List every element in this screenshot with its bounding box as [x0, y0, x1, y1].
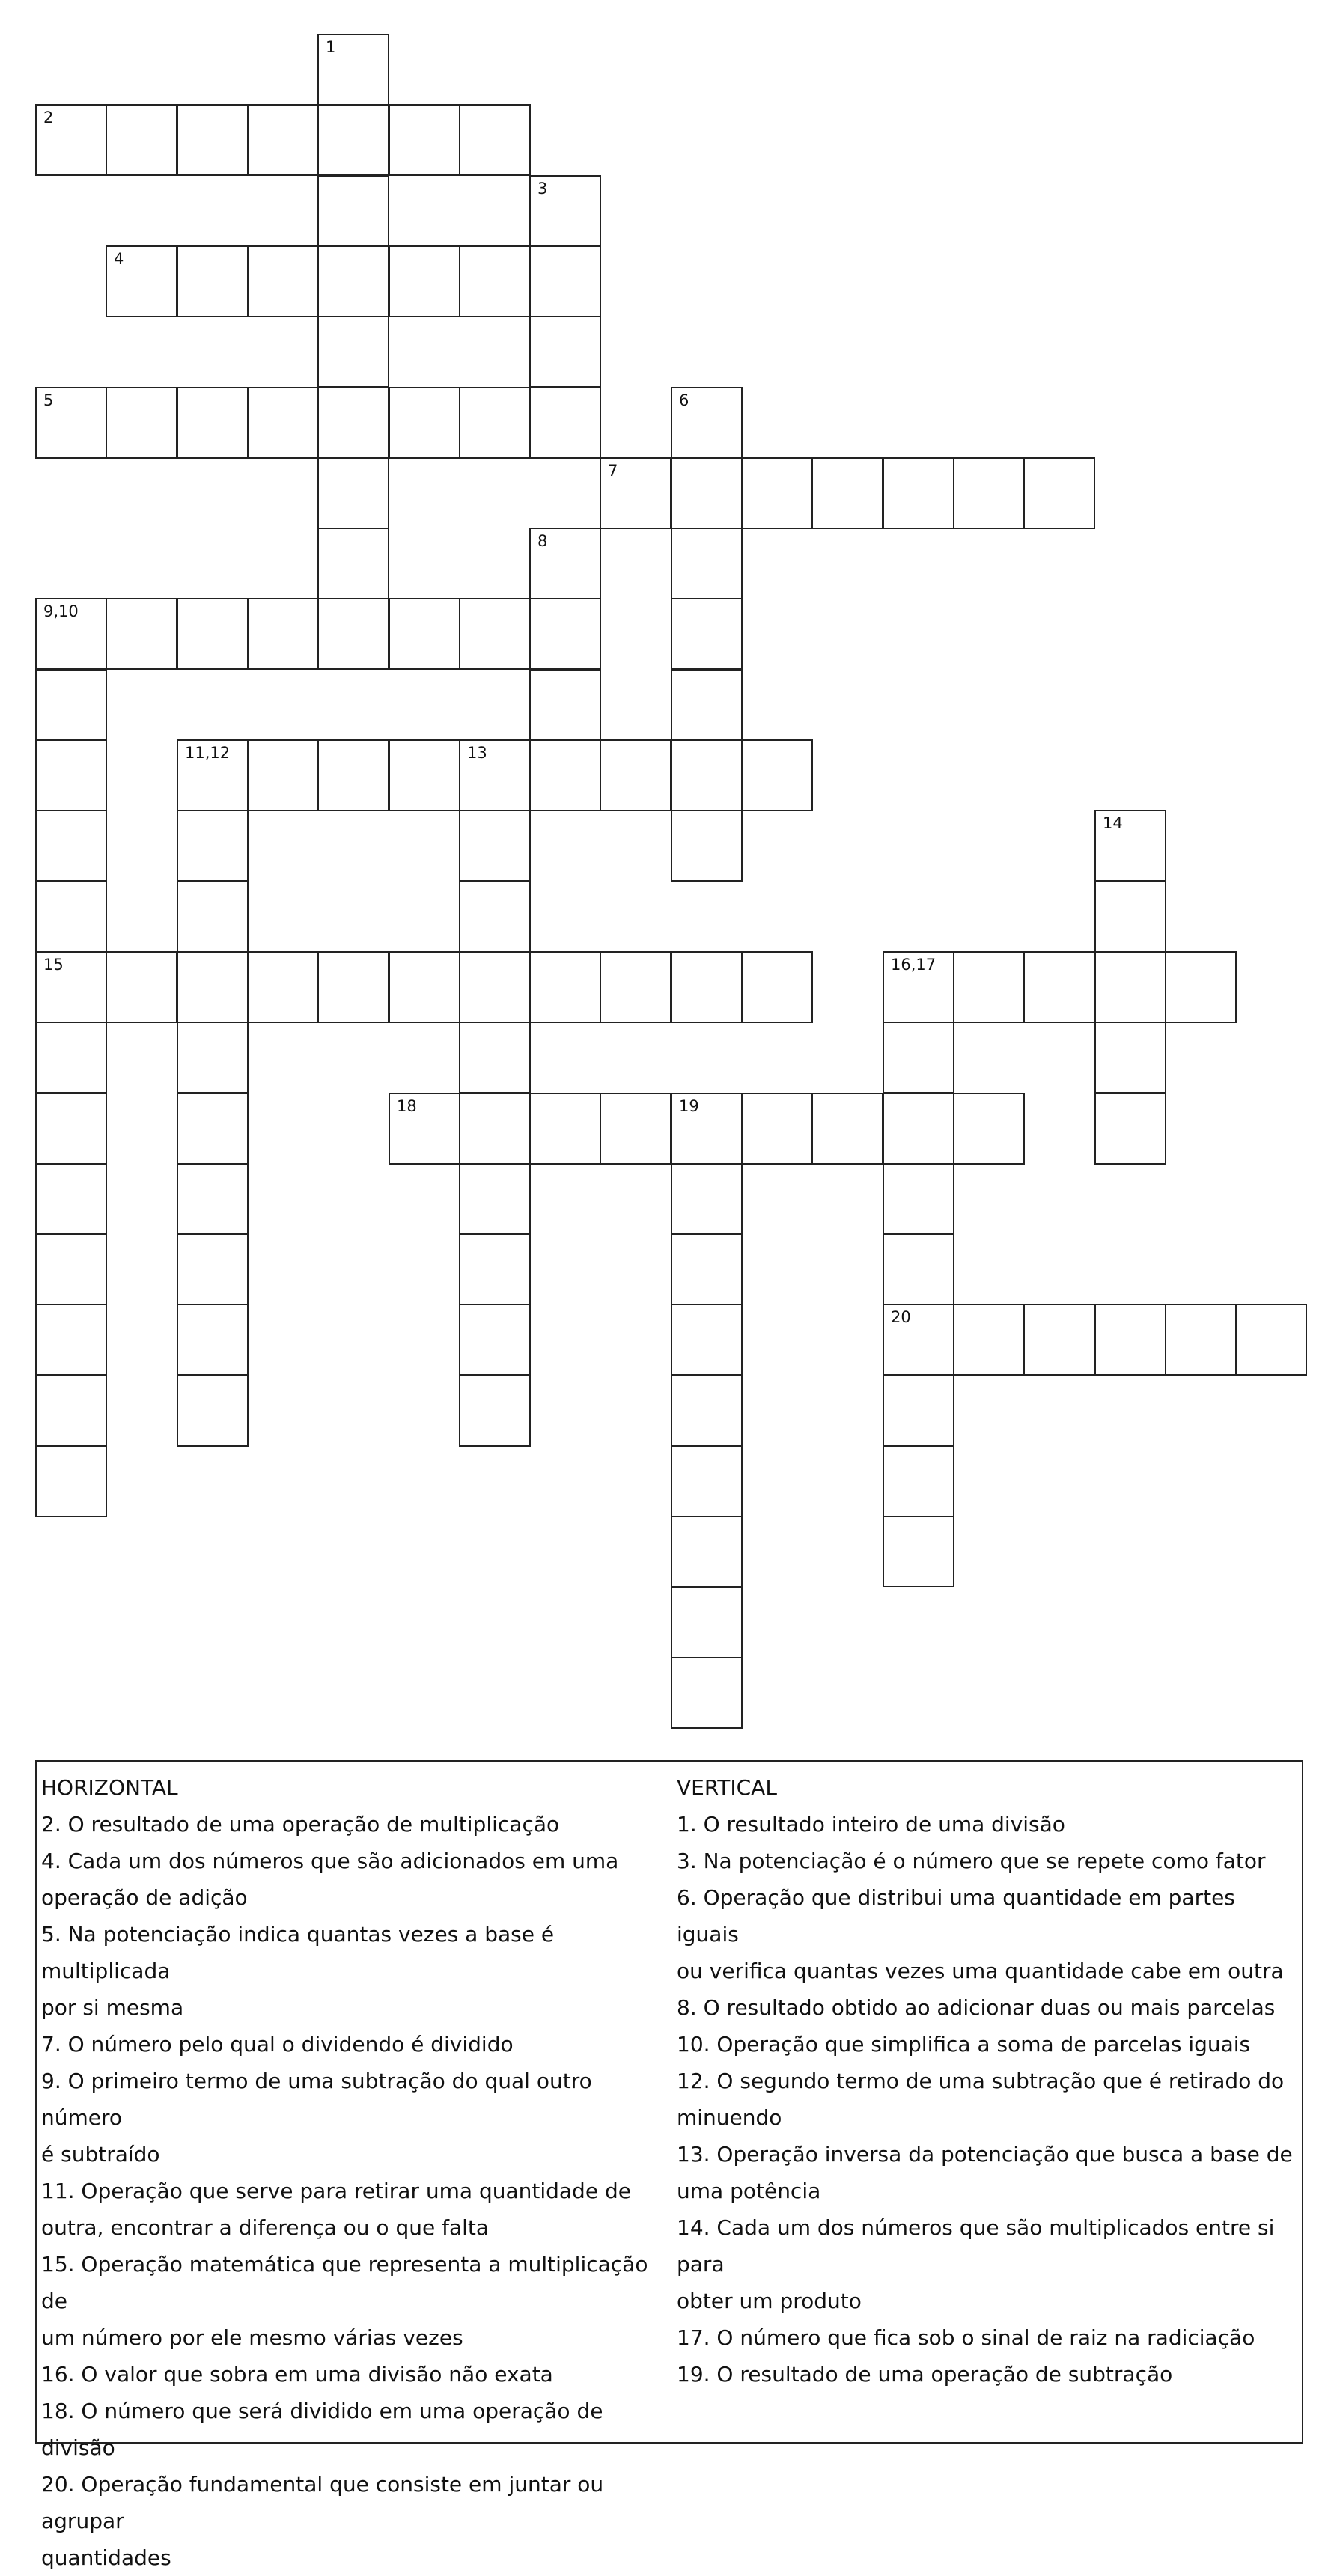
grid-cell[interactable]	[389, 739, 460, 811]
grid-cell[interactable]	[317, 598, 389, 670]
grid-cell[interactable]	[317, 739, 389, 811]
clue-number: 3	[537, 180, 548, 198]
clue-line: um número por ele mesmo várias vezes	[41, 2325, 463, 2350]
grid-cell[interactable]	[106, 387, 177, 459]
grid-cell[interactable]	[459, 1093, 531, 1165]
clue-line: minuendo	[677, 2105, 782, 2130]
grid-cell[interactable]	[317, 457, 389, 529]
grid-cell[interactable]	[35, 104, 107, 176]
grid-cell[interactable]	[35, 1163, 107, 1235]
grid-cell[interactable]	[1165, 1304, 1237, 1376]
grid-cell[interactable]	[35, 1093, 107, 1165]
grid-cell[interactable]	[883, 1093, 954, 1165]
clue-number: 11,12	[185, 744, 231, 762]
grid-cell[interactable]	[600, 457, 671, 529]
grid-cell[interactable]	[317, 387, 389, 459]
grid-cell[interactable]	[177, 881, 249, 953]
grid-cell[interactable]	[671, 1163, 743, 1235]
clue-line: por si mesma	[41, 1995, 184, 2020]
grid-cell[interactable]	[741, 457, 813, 529]
clues-panel	[35, 1760, 1303, 2570]
grid-cell[interactable]	[529, 669, 601, 741]
clue-number: 4	[114, 250, 124, 268]
grid-cell[interactable]	[35, 1375, 107, 1447]
grid-cell[interactable]	[106, 951, 177, 1023]
grid-cell[interactable]	[389, 951, 460, 1023]
grid-cell[interactable]	[106, 598, 177, 670]
grid-cell[interactable]	[459, 245, 531, 317]
clue-number: 14	[1103, 814, 1123, 832]
grid-cell[interactable]	[459, 598, 531, 670]
grid-cell[interactable]	[671, 739, 743, 811]
grid-cell[interactable]	[1094, 1304, 1166, 1376]
grid-cell[interactable]	[671, 1657, 743, 1729]
clue-line: 16. O valor que sobra em uma divisão não exata	[41, 2362, 553, 2387]
grid-cell[interactable]	[35, 951, 107, 1023]
grid-cell[interactable]	[459, 1233, 531, 1305]
grid-cell[interactable]	[883, 1304, 954, 1376]
grid-cell[interactable]	[529, 739, 601, 811]
clue-line: 13. Operação inversa da potenciação que busca a base de	[677, 2142, 1293, 2167]
clue-line: 1. O resultado inteiro de uma divisão	[677, 1812, 1065, 1837]
grid-cell[interactable]	[671, 1516, 743, 1587]
grid-cell[interactable]	[741, 951, 813, 1023]
grid-cell[interactable]	[177, 1093, 249, 1165]
grid-cell[interactable]	[317, 528, 389, 599]
grid-cell[interactable]	[177, 1022, 249, 1093]
grid-cell[interactable]	[883, 1022, 954, 1093]
grid-cell[interactable]	[459, 739, 531, 811]
grid-cell[interactable]	[529, 1093, 601, 1165]
grid-cell[interactable]	[389, 598, 460, 670]
grid-cell[interactable]	[883, 1233, 954, 1305]
grid-cell[interactable]	[600, 951, 671, 1023]
grid-cell[interactable]	[177, 739, 249, 811]
grid-cell[interactable]	[35, 669, 107, 741]
grid-cell[interactable]	[317, 316, 389, 388]
clue-line: 15. Operação matemática que representa a multiplicação de	[41, 2252, 648, 2313]
grid-cell[interactable]	[883, 1163, 954, 1235]
grid-cell[interactable]	[1235, 1304, 1307, 1376]
vertical-clues	[677, 1769, 1298, 2393]
grid-cell[interactable]	[671, 1445, 743, 1517]
grid-cell[interactable]	[459, 1375, 531, 1447]
clue-number: 15	[43, 956, 64, 974]
grid-cell[interactable]	[106, 245, 177, 317]
grid-cell[interactable]	[1094, 1093, 1166, 1165]
clue-line: uma potência	[677, 2179, 821, 2203]
clue-number: 2	[43, 109, 54, 126]
grid-cell[interactable]	[883, 457, 954, 529]
grid-cell[interactable]	[35, 387, 107, 459]
grid-cell[interactable]	[389, 245, 460, 317]
clue-line: obter um produto	[677, 2289, 862, 2313]
grid-cell[interactable]	[389, 387, 460, 459]
clue-line: outra, encontrar a diferença ou o que falta	[41, 2215, 490, 2240]
grid-cell[interactable]	[529, 598, 601, 670]
vertical-heading: VERTICAL	[677, 1775, 777, 1800]
grid-cell[interactable]	[177, 245, 249, 317]
clue-line: quantidades	[41, 2545, 171, 2570]
clue-number: 5	[43, 391, 54, 409]
grid-cell[interactable]	[177, 1304, 249, 1376]
grid-cell[interactable]	[317, 175, 389, 247]
grid-cell[interactable]	[671, 387, 743, 459]
grid-cell[interactable]	[247, 387, 319, 459]
grid-cell[interactable]	[883, 951, 954, 1023]
grid-cell[interactable]	[883, 1445, 954, 1517]
grid-cell[interactable]	[35, 1233, 107, 1305]
clue-line: 4. Cada um dos números que são adicionados em uma	[41, 1849, 619, 1873]
grid-cell[interactable]	[317, 34, 389, 106]
clue-line: 2. O resultado de uma operação de multiplicação	[41, 1812, 560, 1837]
clue-number: 19	[679, 1097, 699, 1115]
grid-cell[interactable]	[529, 528, 601, 599]
grid-cell[interactable]	[177, 387, 249, 459]
grid-cell[interactable]	[317, 245, 389, 317]
horizontal-clues	[41, 1769, 670, 2576]
grid-cell[interactable]	[883, 1516, 954, 1587]
grid-cell[interactable]	[811, 1093, 883, 1165]
grid-cell[interactable]	[953, 1093, 1025, 1165]
grid-cell[interactable]	[529, 316, 601, 388]
grid-cell[interactable]	[35, 881, 107, 953]
grid-cell[interactable]	[671, 1233, 743, 1305]
grid-cell[interactable]	[1023, 457, 1095, 529]
grid-cell[interactable]	[459, 104, 531, 176]
grid-cell[interactable]	[1165, 951, 1237, 1023]
clue-number: 9,10	[43, 602, 79, 620]
grid-cell[interactable]	[529, 175, 601, 247]
grid-cell[interactable]	[247, 245, 319, 317]
grid-cell[interactable]	[35, 1304, 107, 1376]
grid-cell[interactable]	[459, 387, 531, 459]
grid-cell[interactable]	[177, 1375, 249, 1447]
horizontal-heading: HORIZONTAL	[41, 1775, 178, 1800]
clue-number: 8	[537, 532, 548, 550]
grid-cell[interactable]	[35, 739, 107, 811]
grid-cell[interactable]	[35, 1445, 107, 1517]
grid-cell[interactable]	[35, 1022, 107, 1093]
grid-cell[interactable]	[35, 598, 107, 670]
grid-cell[interactable]	[741, 1093, 813, 1165]
clue-number: 13	[467, 744, 487, 762]
clue-line: 12. O segundo termo de uma subtração que é retirado do	[677, 2069, 1285, 2093]
grid-cell[interactable]	[177, 1233, 249, 1305]
grid-cell[interactable]	[1094, 810, 1166, 882]
grid-cell[interactable]	[953, 951, 1025, 1023]
grid-cell[interactable]	[247, 951, 319, 1023]
grid-cell[interactable]	[1094, 951, 1166, 1023]
grid-cell[interactable]	[459, 1304, 531, 1376]
clue-line: 7. O número pelo qual o dividendo é dividido	[41, 2032, 514, 2057]
grid-cell[interactable]	[671, 951, 743, 1023]
clue-line: 18. O número que será dividido em uma operação de divisão	[41, 2399, 603, 2460]
clue-number: 18	[397, 1097, 417, 1115]
grid-cell[interactable]	[177, 598, 249, 670]
grid-cell[interactable]	[1094, 881, 1166, 953]
clue-number: 20	[891, 1308, 911, 1326]
clue-line: ou verifica quantas vezes uma quantidade cabe em outra	[677, 1959, 1284, 1983]
grid-cell[interactable]	[1023, 951, 1095, 1023]
grid-cell[interactable]	[953, 1304, 1025, 1376]
clue-line: operação de adição	[41, 1885, 248, 1910]
grid-cell[interactable]	[671, 1375, 743, 1447]
grid-cell[interactable]	[671, 1304, 743, 1376]
clue-line: 19. O resultado de uma operação de subtração	[677, 2362, 1173, 2387]
grid-cell[interactable]	[459, 1022, 531, 1093]
clue-number: 6	[679, 391, 689, 409]
clue-number: 16,17	[891, 956, 936, 974]
grid-cell[interactable]	[529, 951, 601, 1023]
grid-cell[interactable]	[247, 739, 319, 811]
grid-cell[interactable]	[953, 457, 1025, 529]
clue-line: 3. Na potenciação é o número que se repete como fator	[677, 1849, 1266, 1873]
grid-cell[interactable]	[177, 951, 249, 1023]
grid-cell[interactable]	[389, 1093, 460, 1165]
grid-cell[interactable]	[317, 104, 389, 176]
grid-cell[interactable]	[671, 1587, 743, 1658]
grid-cell[interactable]	[600, 1093, 671, 1165]
grid-cell[interactable]	[671, 598, 743, 670]
grid-cell[interactable]	[671, 528, 743, 599]
grid-cell[interactable]	[177, 810, 249, 882]
clue-line: 10. Operação que simplifica a soma de parcelas iguais	[677, 2032, 1251, 2057]
clue-line: 8. O resultado obtido ao adicionar duas ou mais parcelas	[677, 1995, 1276, 2020]
grid-cell[interactable]	[529, 245, 601, 317]
grid-cell[interactable]	[1023, 1304, 1095, 1376]
clue-line: 20. Operação fundamental que consiste em juntar ou agrupar	[41, 2472, 604, 2533]
grid-cell[interactable]	[811, 457, 883, 529]
grid-cell[interactable]	[671, 457, 743, 529]
clue-line: 9. O primeiro termo de uma subtração do qual outro número	[41, 2069, 592, 2130]
grid-cell[interactable]	[883, 1375, 954, 1447]
clue-line: 6. Operação que distribui uma quantidade em partes iguais	[677, 1885, 1235, 1947]
grid-cell[interactable]	[529, 387, 601, 459]
grid-cell[interactable]	[671, 669, 743, 741]
grid-cell[interactable]	[106, 104, 177, 176]
grid-cell[interactable]	[459, 951, 531, 1023]
clue-line: 14. Cada um dos números que são multiplicados entre si para	[677, 2215, 1275, 2277]
grid-cell[interactable]	[247, 598, 319, 670]
grid-cell[interactable]	[459, 881, 531, 953]
grid-cell[interactable]	[600, 739, 671, 811]
clue-number: 1	[326, 38, 336, 56]
grid-cell[interactable]	[459, 810, 531, 882]
grid-cell[interactable]	[1094, 1022, 1166, 1093]
clue-line: é subtraído	[41, 2142, 160, 2167]
grid-cell[interactable]	[741, 739, 813, 811]
grid-cell[interactable]	[35, 810, 107, 882]
grid-cell[interactable]	[671, 1093, 743, 1165]
clue-line: 11. Operação que serve para retirar uma quantidade de	[41, 2179, 631, 2203]
grid-cell[interactable]	[317, 951, 389, 1023]
clue-line: 5. Na potenciação indica quantas vezes a base é multiplicada	[41, 1922, 555, 1983]
grid-cell[interactable]	[671, 810, 743, 882]
clue-number: 7	[608, 462, 618, 480]
grid-cell[interactable]	[459, 1163, 531, 1235]
grid-cell[interactable]	[177, 1163, 249, 1235]
grid-cell[interactable]	[247, 104, 319, 176]
clue-line: 17. O número que fica sob o sinal de raiz na radiciação	[677, 2325, 1255, 2350]
grid-cell[interactable]	[177, 104, 249, 176]
grid-cell[interactable]	[389, 104, 460, 176]
